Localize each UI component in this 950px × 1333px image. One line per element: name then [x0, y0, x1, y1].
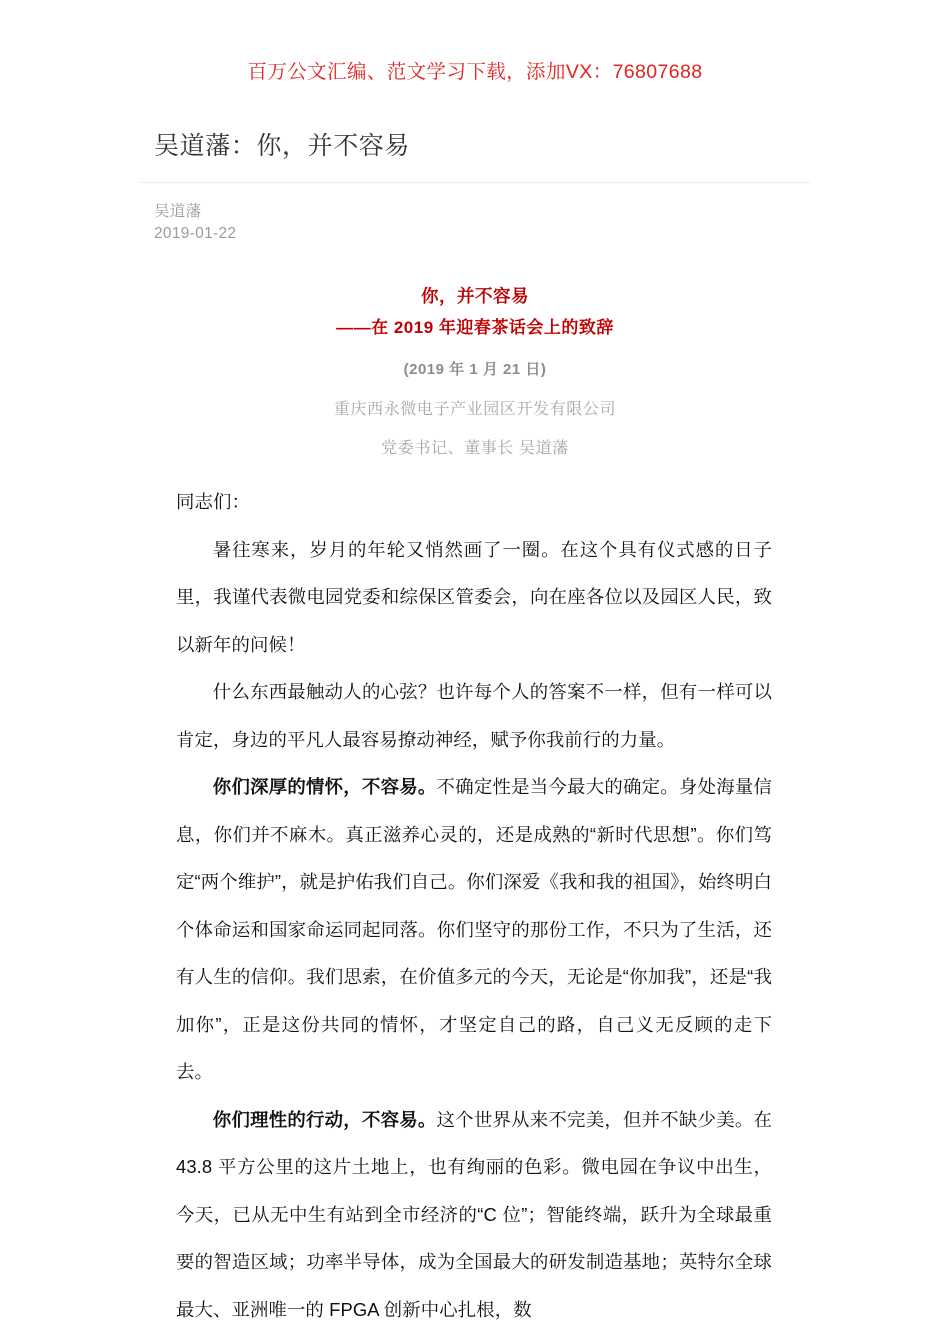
article-author: 吴道藩	[154, 201, 810, 223]
paragraph-lead: 你们理性的行动，不容易。	[213, 1109, 437, 1130]
document-title: 你，并不容易	[140, 288, 810, 306]
page-title: 吴道藩：你，并不容易	[140, 128, 810, 172]
body-paragraph	[176, 526, 772, 669]
paragraph-text: 什么东西最触动人的心弦？也许每个人的答案不一样，但有一样可以肯定，身边的平凡人最容易撩动神经，赋予你我前行的力量。	[176, 681, 772, 750]
body-paragraph	[176, 668, 772, 763]
article-header	[140, 128, 810, 245]
article-meta	[140, 183, 810, 245]
paragraph-lead: 你们深厚的情怀，不容易。	[213, 776, 437, 797]
article-date: 2019-01-22	[154, 223, 810, 245]
document-signer: 党委书记、董事长 吴道藩	[140, 435, 810, 458]
document-subtitle: ——在 2019 年迎春茶话会上的致辞	[140, 319, 810, 336]
promo-banner	[0, 56, 950, 84]
paragraph-text: 这个世界从来不完美，但并不缺少美。在 43.8 平方公里的这片土地上，也有绚丽的色彩。微电园在争议中出生，今天，已从无中生有站到全市经济的“C 位”；智能终端，跃升为全球最重要的智造区域；功率半导体，成为全国最大的研发制造基地；英特尔全球最大、亚洲唯一的 FPGA 创新中心扎根，数	[176, 1109, 772, 1320]
paragraph-text: 暑往寒来，岁月的年轮又悄然画了一圈。在这个具有仪式感的日子里，我谨代表微电园党委和综保区管委会，向在座各位以及园区人民，致以新年的问候！	[176, 539, 772, 655]
document-heading-block	[140, 288, 810, 458]
body-paragraph	[176, 1096, 772, 1333]
paragraph-text: 不确定性是当今最大的确定。身处海量信息，你们并不麻木。真正滋养心灵的，还是成熟的“新时代思想”。你们笃定“两个维护”，就是护佑我们自己。你们深爱《我和我的祖国》，始终明白个体命运和国家命运同起同落。你们坚守的那份工作，不只为了生活，还有人生的信仰。我们思索，在价值多元的今天，无论是“你加我”，还是“我加你”，正是这份共同的情怀，才坚定自己的路，自己义无反顾的走下去。	[176, 776, 772, 1082]
document-date-line: (2019 年 1 月 21 日)	[140, 358, 810, 379]
salutation: 同志们：	[176, 478, 772, 526]
promo-banner-text: 百万公文汇编、范文学习下载，添加VX：76807688	[247, 56, 702, 84]
document-body	[176, 478, 772, 1333]
body-paragraph	[176, 763, 772, 1096]
document-organization: 重庆西永微电子产业园区开发有限公司	[140, 396, 810, 419]
